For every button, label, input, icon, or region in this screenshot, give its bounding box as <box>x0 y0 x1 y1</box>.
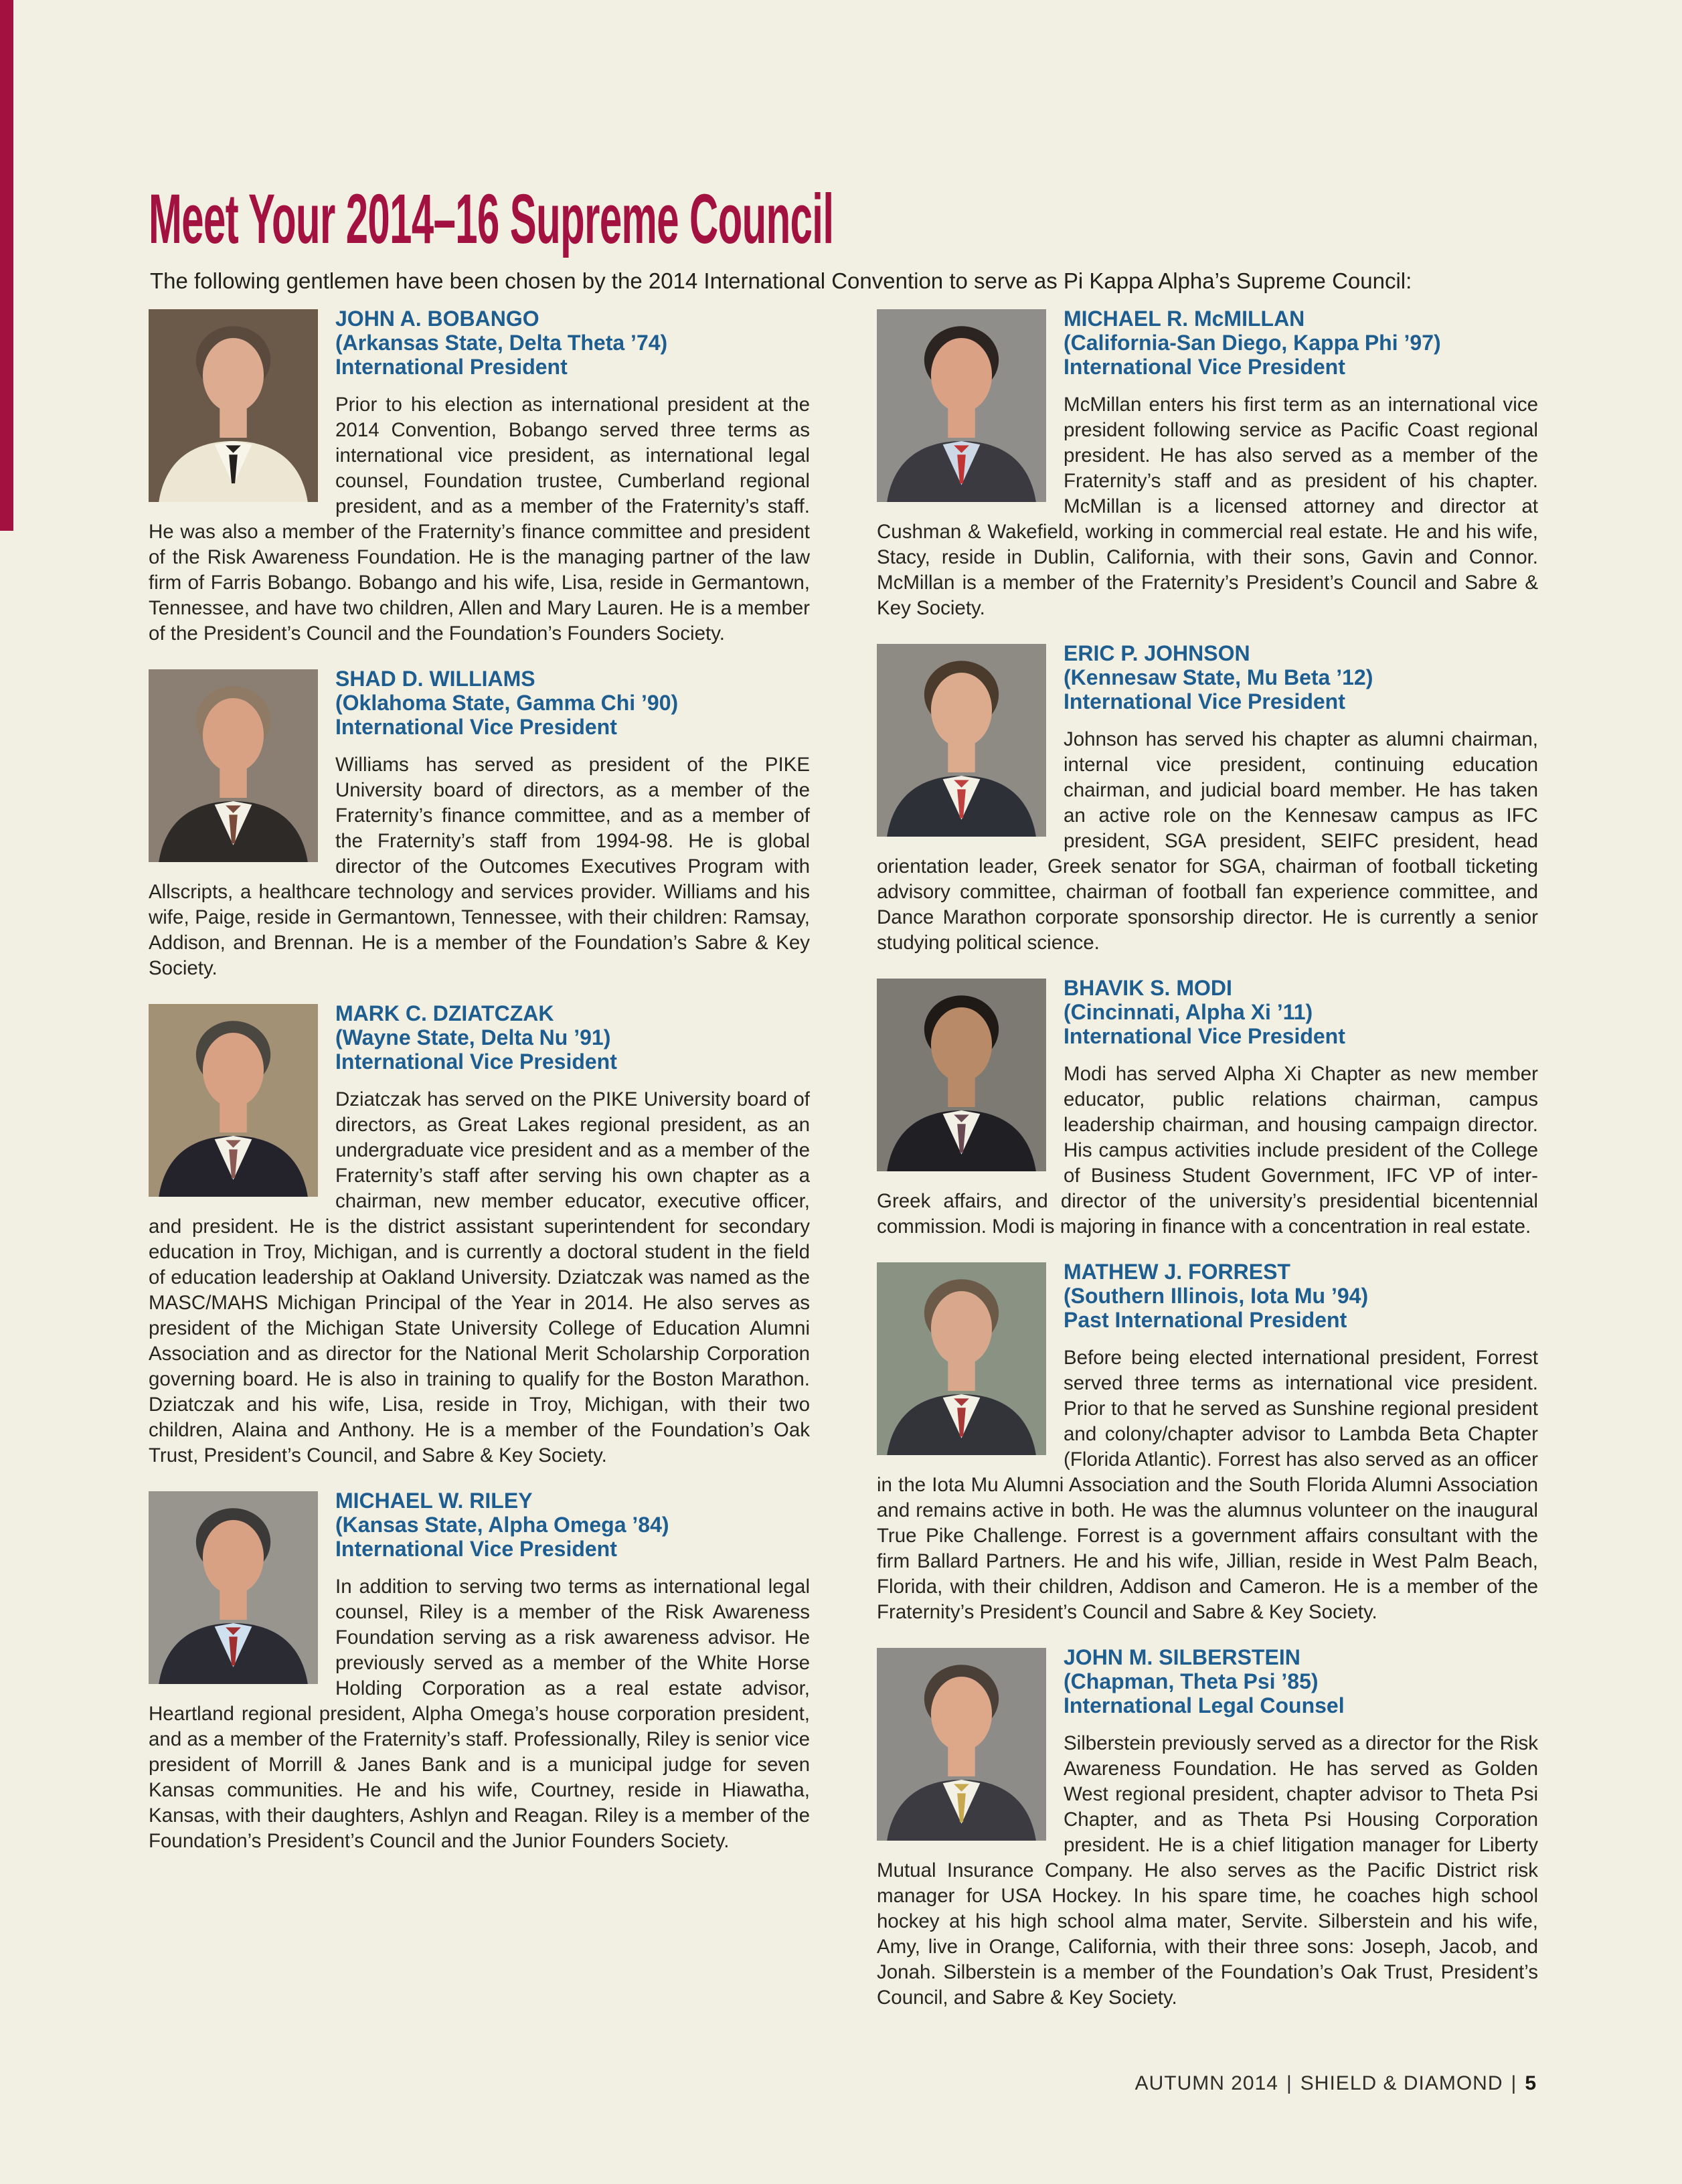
council-member-profile <box>149 1001 810 1468</box>
portrait-illustration <box>149 1004 318 1197</box>
member-bio: Johnson has served his chapter as alumni chairman, internal vice president, continuing education chairman, and judicial board member. He has taken an active role on the Kennesaw campus as IFC president, SGA president, SEIFC president, head orientation leader, Greek senator for SGA, chairman of football ticketing advisory committee, chairman of football fan experience committee, and Dance Marathon corporate sponsorship director. He is currently a senior studying political science. <box>877 728 1538 954</box>
member-chapter: (Southern Illinois, Iota Mu ’94) <box>1064 1284 1369 1308</box>
member-bio: Dziatczak has served on the PIKE University board of directors, as Great Lakes regional president, as an undergraduate vice president and as a member of the Fraternity’s staff after serving his own chapter as a chairman, new member educator, executive officer, and president. He is the district assistant superintendent for secondary education in Troy, Michigan, and is currently a doctoral student in the field of education leadership at Oakland University. Dziatczak was named as the MASC/MAHS Michigan Principal of the Year in 2014. He also serves as president of the Michigan State University College of Education Alumni Association and as director for the National Merit Scholarship Corporation governing board. He is also in training to qualify for the Boston Marathon. Dziatczak and his wife, Lisa, reside in Troy, Michigan, with their two children, Alaina and Anthony. He is a member of the Foundation’s Oak Trust, President’s Council, and Sabre & Key Society. <box>149 1088 810 1466</box>
member-chapter: (California-San Diego, Kappa Phi ’97) <box>1064 331 1441 355</box>
member-role: Past International President <box>1064 1308 1347 1332</box>
member-bio: Modi has served Alpha Xi Chapter as new member educator, public relations chairman, campus leadership chairman, and housing campaign director. His campus activities include president of the College of Business Student Government, IFC VP of inter-Greek affairs, and director of the university’s presidential bicentennial commission. Modi is majoring in finance with a concentration in real estate. <box>877 1063 1538 1238</box>
portrait-illustration <box>877 644 1046 837</box>
portrait-illustration <box>877 1648 1046 1841</box>
member-role: International Legal Counsel <box>1064 1693 1345 1717</box>
left-column <box>149 307 810 1874</box>
member-chapter: (Wayne State, Delta Nu ’91) <box>335 1025 611 1049</box>
member-role: International Vice President <box>1064 689 1345 713</box>
council-member-profile <box>877 976 1538 1240</box>
member-name: MICHAEL R. McMILLAN <box>1064 307 1305 331</box>
portrait-illustration <box>877 309 1046 502</box>
member-role: International Vice President <box>335 1537 617 1561</box>
portrait-illustration <box>149 309 318 502</box>
page-title: Meet Your 2014–16 Supreme Council <box>149 180 834 259</box>
member-photo <box>149 1491 318 1684</box>
member-photo <box>877 644 1046 837</box>
member-name: ERIC P. JOHNSON <box>1064 641 1250 665</box>
member-role: International Vice President <box>335 1049 617 1074</box>
member-bio: McMillan enters his first term as an international vice president following service as Pacific Coast regional president. He has also served as a member of the Fraternity’s staff and as president of his chapter. McMillan is a licensed attorney and director at Cushman & Wakefield, working in commercial real estate. He and his wife, Stacy, reside in Dublin, California, with their sons, Gavin and Connor. McMillan is a member of the Fraternity’s President’s Council and Sabre & Key Society. <box>877 394 1538 619</box>
member-photo <box>149 309 318 502</box>
portrait-illustration <box>877 1262 1046 1455</box>
page-edge-accent-bar <box>0 0 13 531</box>
member-role: International Vice President <box>1064 1024 1345 1048</box>
member-bio: In addition to serving two terms as international legal counsel, Riley is a member of the Risk Awareness Foundation serving as a risk awareness advisor. He previously served as a member of the White Horse Holding Corporation as a real estate advisor, Heartland regional president, Alpha Omega’s house corporation president, and as a member of the Fraternity’s staff. Professionally, Riley is senior vice president of Morrill & Janes Bank and is a municipal judge for seven Kansas communities. He and his wife, Courtney, reside in Hiawatha, Kansas, with their daughters, Ashlyn and Reagan. Riley is a member of the Foundation’s President’s Council and the Junior Founders Society. <box>149 1576 810 1852</box>
council-member-profile <box>877 1260 1538 1625</box>
member-chapter: (Cincinnati, Alpha Xi ’11) <box>1064 1000 1313 1024</box>
member-role: International Vice President <box>335 715 617 739</box>
intro-text: The following gentlemen have been chosen by the 2014 International Convention to serve as Pi Kappa Alpha’s Supreme Council: <box>150 268 1412 293</box>
member-name: MICHAEL W. RILEY <box>335 1489 533 1513</box>
footer-magazine-title: SHIELD & DIAMOND <box>1300 2072 1503 2094</box>
member-chapter: (Arkansas State, Delta Theta ’74) <box>335 331 668 355</box>
member-role: International President <box>335 355 568 379</box>
council-member-profile <box>149 667 810 981</box>
portrait-illustration <box>149 1491 318 1684</box>
member-photo <box>877 1262 1046 1455</box>
member-chapter: (Kansas State, Alpha Omega ’84) <box>335 1513 669 1537</box>
council-member-profile <box>877 307 1538 621</box>
member-bio: Silberstein previously served as a director for the Risk Awareness Foundation. He has served as Golden West regional president, chapter advisor to Theta Psi Chapter, and as Theta Psi Housing Corporation president. He is a chief litigation manager for Liberty Mutual Insurance Company. He also serves as the Pacific District risk manager for USA Hockey. In his spare time, he coaches high school hockey at his high school alma mater, Servite. Silberstein and his wife, Amy, live in Orange, California, with their three sons: Joseph, Jacob, and Jonah. Silberstein is a member of the Foundation’s Oak Trust, President’s Council, and Sabre & Key Society. <box>877 1732 1538 2009</box>
portrait-illustration <box>149 669 318 862</box>
footer-page-number: 5 <box>1525 2072 1537 2094</box>
member-bio: Williams has served as president of the PIKE University board of directors, as a member of the Fraternity’s finance committee, and as a member of the Fraternity’s staff from 1994-98. He is global director of the Outcomes Executives Program with Allscripts, a healthcare technology and services provider. Williams and his wife, Paige, reside in Germantown, Tennessee, with their children: Ramsay, Addison, and Brennan. He is a member of the Foundation’s Sabre & Key Society. <box>149 754 810 979</box>
member-name: JOHN M. SILBERSTEIN <box>1064 1645 1300 1669</box>
member-bio: Prior to his election as international president at the 2014 Convention, Bobango served three terms as international vice president, as international legal counsel, Foundation trustee, Cumberland regional president, and as a member of the Fraternity’s staff. He was also a member of the Fraternity’s finance committee and president of the Risk Awareness Foundation. He is the managing partner of the law firm of Farris Bobango. Bobango and his wife, Lisa, reside in Germantown, Tennessee, and have two children, Allen and Mary Lauren. He is a member of the President’s Council and the Foundation’s Founders Society. <box>149 394 810 645</box>
member-chapter: (Oklahoma State, Gamma Chi ’90) <box>335 691 679 715</box>
member-chapter: (Kennesaw State, Mu Beta ’12) <box>1064 665 1373 689</box>
footer-issue: AUTUMN 2014 <box>1134 2072 1278 2094</box>
member-chapter: (Chapman, Theta Psi ’85) <box>1064 1669 1319 1693</box>
council-member-profile <box>149 1489 810 1854</box>
member-photo <box>149 669 318 862</box>
page-footer <box>1135 2072 1537 2095</box>
member-name: MATHEW J. FORREST <box>1064 1260 1290 1284</box>
member-photo <box>877 1648 1046 1841</box>
portrait-illustration <box>877 979 1046 1171</box>
right-column <box>877 307 1538 2031</box>
footer-divider: | <box>1511 2072 1517 2094</box>
council-member-profile <box>149 307 810 647</box>
footer-divider: | <box>1286 2072 1292 2094</box>
member-photo <box>877 979 1046 1171</box>
member-name: BHAVIK S. MODI <box>1064 976 1232 1000</box>
member-bio: Before being elected international president, Forrest served three terms as international vice president. Prior to that he served as Sunshine regional president and colony/chapter advisor to Lambda Beta Chapter (Florida Atlantic). Forrest has also served as an officer in the Iota Mu Alumni Association and the South Florida Alumni Association and remains active in both. He was the alumnus volunteer on the inaugural True Pike Challenge. Forrest is a government affairs consultant with the firm Ballard Partners. He and his wife, Jillian, reside in West Palm Beach, Florida, with their children, Addison and Cameron. He is a member of the Fraternity’s President’s Council and Sabre & Key Society. <box>877 1347 1538 1623</box>
member-photo <box>149 1004 318 1197</box>
council-member-profile <box>877 1645 1538 2011</box>
member-name: MARK C. DZIATCZAK <box>335 1001 554 1025</box>
member-name: SHAD D. WILLIAMS <box>335 667 535 691</box>
member-photo <box>877 309 1046 502</box>
council-member-profile <box>877 641 1538 956</box>
member-name: JOHN A. BOBANGO <box>335 307 539 331</box>
member-role: International Vice President <box>1064 355 1345 379</box>
